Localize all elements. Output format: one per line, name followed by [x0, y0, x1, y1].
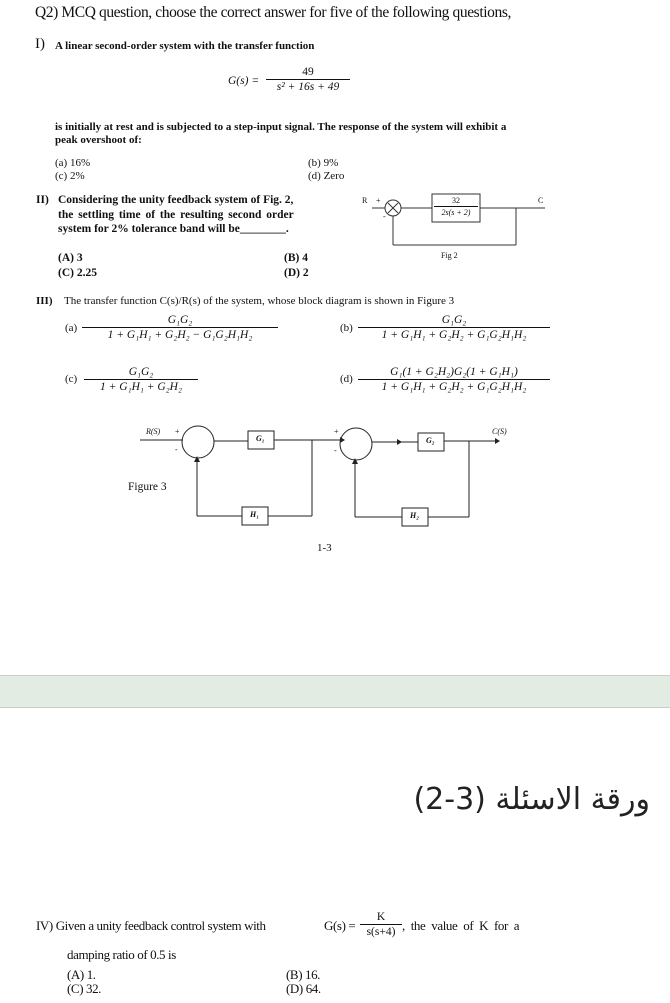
- q2-option-b[interactable]: (B) 4: [284, 252, 308, 264]
- question-header: Q2) MCQ question, choose the correct answer for five of the following questions,: [35, 4, 511, 21]
- q4-text-c: damping ratio of 0.5 is: [67, 947, 176, 962]
- fig3-h2-block: H₂: [410, 511, 420, 520]
- q3-text: The transfer function C(s)/R(s) of the system, whose block diagram is shown in Figure 3: [64, 295, 455, 307]
- q1-tf-numerator: 49: [302, 66, 314, 78]
- q2-line1: Considering the unity feedback system of Fig. 2,: [58, 194, 294, 206]
- page-ref: 1-3: [317, 542, 332, 554]
- fig3-minus-1: -: [175, 445, 178, 454]
- q3-option-d-num: G₁(1 + G₂H₂)G₂(1 + G₁H₁): [390, 366, 518, 378]
- fig3-minus-2: -: [334, 446, 337, 455]
- fig3-plus-2: +: [334, 427, 339, 436]
- q4-tf-lhs: G(s) =: [324, 918, 356, 933]
- q2-option-a[interactable]: (A) 3: [58, 252, 83, 264]
- fig2-block-num: 32: [452, 196, 460, 205]
- q4-text-b: , the value of K for a: [402, 918, 520, 933]
- q2-option-c[interactable]: (C) 2.25: [58, 267, 97, 279]
- q4-option-d[interactable]: (D) 64.: [286, 981, 321, 996]
- fig2-minus: -: [383, 212, 386, 221]
- q2-option-d[interactable]: (D) 2: [284, 267, 309, 279]
- q4-option-a[interactable]: (A) 1.: [67, 967, 96, 982]
- q1-option-d[interactable]: (d) Zero: [308, 170, 345, 182]
- q3-number: III): [36, 295, 53, 307]
- q3-option-b-den: 1 + G₁H₁ + G₂H₂ + G₁G₂H₁H₂: [358, 327, 550, 341]
- fig3-plus-1: +: [175, 427, 180, 436]
- q1-number: I): [35, 36, 45, 52]
- q1-option-a[interactable]: (a) 16%: [55, 157, 91, 169]
- fig2-plus: +: [376, 196, 381, 205]
- fig2-output-label: C: [538, 196, 544, 205]
- fig3-g1-block: G₁: [256, 434, 265, 443]
- q3-option-a-label[interactable]: (a): [65, 322, 78, 334]
- q4-text-a: IV) Given a unity feedback control system with: [36, 918, 266, 933]
- q3-option-b-label[interactable]: (b): [340, 322, 353, 334]
- fig3-input-label: R(S): [146, 427, 161, 436]
- q3-option-c-den: 1 + G₁H₁ + G₂H₂: [84, 379, 198, 393]
- fig3-g2-block: G₂: [426, 436, 435, 445]
- q1-body-line1: is initially at rest and is subjected to a step-input signal. The response of the system will exhibit a: [55, 121, 507, 133]
- fig3-h1-block: H₁: [250, 510, 260, 519]
- q3-option-b-num: G₁G₂: [441, 314, 467, 326]
- q3-option-a-num: G₁G₂: [167, 314, 193, 326]
- fig2-block-den: 2s(s + 2): [434, 206, 478, 217]
- q1-option-b[interactable]: (b) 9%: [308, 157, 339, 169]
- q1-body-line2: peak overshoot of:: [55, 134, 142, 146]
- fig3-output-label: C(S): [492, 427, 507, 436]
- q3-option-c-label[interactable]: (c): [65, 373, 78, 385]
- arabic-page-title: ورقة الاسئلة (3-2): [413, 782, 650, 817]
- q2-line2: the settling time of the resulting second order: [58, 209, 294, 221]
- q4-transfer-function: [360, 911, 402, 938]
- page-separator: [0, 675, 670, 708]
- q3-option-a-den: 1 + G₁H₁ + G₂H₂ − G₁G₂H₁H₂: [82, 327, 278, 341]
- q2-number: II): [36, 194, 49, 206]
- q3-option-d-label[interactable]: (d): [340, 373, 353, 385]
- q4-tf-den: s(s+4): [360, 924, 402, 938]
- q2-line3: system for 2% tolerance band will be________.: [58, 223, 289, 235]
- q1-option-c[interactable]: (c) 2%: [55, 170, 85, 182]
- q4-option-c[interactable]: (C) 32.: [67, 981, 102, 996]
- fig2-input-label: R: [362, 196, 368, 205]
- fig3-caption: Figure 3: [128, 481, 167, 493]
- q1-tf-denominator: s² + 16s + 49: [266, 79, 350, 93]
- q4-tf-num: K: [376, 911, 386, 923]
- q3-option-d-den: 1 + G₁H₁ + G₂H₂ + G₁G₂H₁H₂: [358, 379, 550, 393]
- q1-intro: A linear second-order system with the transfer function: [55, 40, 315, 52]
- q4-option-b[interactable]: (B) 16.: [286, 967, 321, 982]
- q3-option-c-num: G₁G₂: [128, 366, 154, 378]
- fig2-caption: Fig 2: [441, 251, 458, 260]
- q1-tf-lhs: G(s) =: [228, 75, 260, 87]
